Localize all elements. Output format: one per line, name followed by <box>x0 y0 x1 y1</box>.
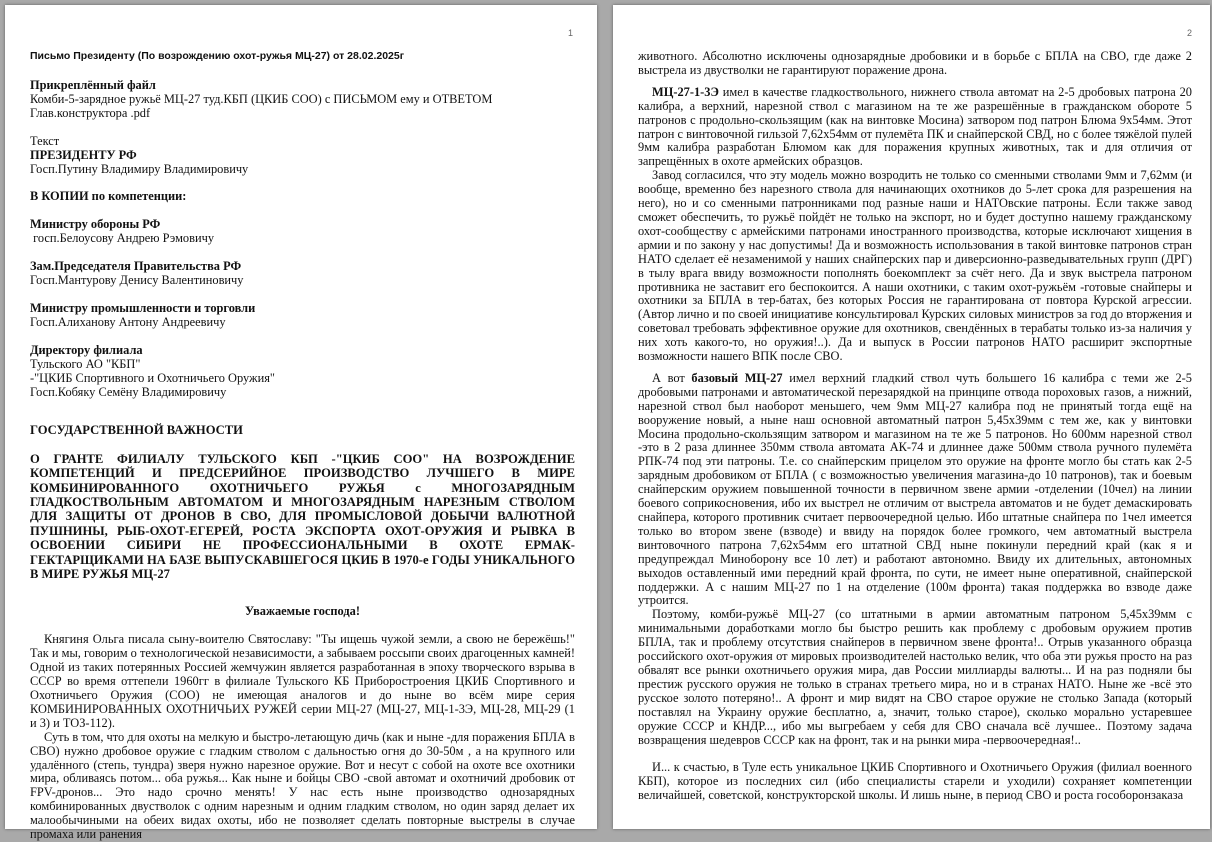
page-number: 2 <box>1186 28 1192 38</box>
deputy-chairman-name: Госп.Мантурову Денису Валентиновичу <box>30 273 244 288</box>
president-name: Госп.Путину Владимиру Владимировичу <box>30 161 249 176</box>
president-title: ПРЕЗИДЕНТУ РФ <box>30 147 137 162</box>
director-title: Директору филиала <box>30 342 143 357</box>
body-paragraph-mc27-1-3e: МЦ-27-1-3Э имел в качестве гладкоствольного, нижнего ствола автомат на 2-5 дробовых патрона 20 калибра, а верхний, нарезной ствол с магазином на те же разрешённые в гражданском обороте 5 патронов с продольно-скользящим (как на винтовке Мосина) затвором под патрон Блюма 9х54мм. Этот патрон с винтовочной гильзой 7,62х54мм от пулемёта ПК и снайперской СВД, но с более тяжёлой пулей 9мм калибра разработан Блюмом как для поражения крупных животных, так и для отличия от запрещённых в охоте армейских образцов. <box>638 84 1192 169</box>
body-paragraph-1: Княгиня Ольга писала сыну-воителю Святославу: "Ты ищешь чужой земли, а свою не бережёшь!" Так и мы, говорим о технологической независимости, а забываем россыпи своих драгоценных камней! Одной из таких потерянных Россией жемчужин является разработанная в эпоху творческого взрыва в СССР во время оттепели 1960гг в филиале Тульского КБ Приборостроения ЦКИБ Спортивного и Охотничьего Оружия (СОО) не имеющая аналогов и до ныне во всём мире серия КОМБИНИРОВАННЫХ ОХОТНИЧЬИХ РУЖЕЙ серии МЦ-27 (МЦ-27, МЦ-1-3Э, МЦ-28, МЦ-29 (1 и 3) и ТОЗ-112). <box>30 632 575 730</box>
document-page-1 <box>5 5 597 842</box>
copies-header: В КОПИИ по компетенции: <box>30 189 187 204</box>
page-1-content <box>30 49 575 842</box>
industry-minister-name: Госп.Алиханову Антону Андреевичу <box>30 314 226 329</box>
attachment-label: Прикреплённый файл <box>30 78 156 92</box>
page-number: 1 <box>567 28 573 38</box>
defense-minister-name: госп.Белоусову Андрею Рэмовичу <box>30 231 215 246</box>
body-paragraph-therefore: Поэтому, комби-ружьё МЦ-27 (со штатными в армии автоматным патроном 5,45х39мм с минимальными доработками могло бы быстро решить как проблему с дробовым оружием против БПЛА, так и проблему отсутствия снайперов в первичном звене фронта!.. Отрыв указанного образца российского охот-оружия от мировых производителей настолько велик, что оба эти ружья просто на раз обвалят все рынки охотничьего оружия мира, дав России миллиарды валюты... И на раз подняли бы престиж русского оружия не только в странах третьего мира, но и в странах НАТО. Ныне же -всё это русское золото потеряно!.. А фронт и мир видят на СВО старое оружие не столько Запада (который поставлял на Украину оружие бесплатно, а, значит, только старое), сколько морально устаревшее оружие СССР и КНДР..., ибо мы выгребаем у себя для СВО сначала всё лучшее.. Поэтому задача возвращения шедевров СССР как на фронт, так и на рынки мира -первоочередная!.. <box>638 607 1192 747</box>
state-importance-heading: ГОСУДАРСТВЕННОЙ ВАЖНОСТИ <box>30 423 243 438</box>
grant-title: О ГРАНТЕ ФИЛИАЛУ ТУЛЬСКОГО КБП -"ЦКИБ СОО" НА ВОЗРОЖДЕНИЕ КОМПЕТЕНЦИЙ И ПРЕДСЕРИЙНОЕ ПРОИЗВОДСТВО ЛУЧШЕГО В МИРЕ КОМБИНИРОВАННОГО ОХОТНИЧЬЕГО РУЖЬЯ с МНОГОЗАРЯДНЫМ ГЛАДКОСТВОЛЬНЫМ АВТОМАТОМ И МНОГОЗАРЯДНЫМ НАРЕЗНЫМ СТВОЛОМ ДЛЯ ЗАЩИТЫ ОТ ДРОНОВ В СВО, ДЛЯ ПРОМЫСЛОВОЙ ДОБЫЧИ ВАЛЮТНОЙ ПУШНИНЫ, РЫБ-ОХОТ-ЕГЕРЕЙ, РОСТА ЭКСПОРТА ОХОТ-ОРУЖИЯ И РЫВКА В ОСВОЕНИИ СИБИРИ НЕ ПРОФЕССИОНАЛЬНЫМИ В ОХОТЕ ЕРМАК-ГЕКТАРЩИКАМИ НА БАЗЕ ВЫПУСКАВШЕГОСЯ ЦКИБ В 1970-е ГОДЫ УНИКАЛЬНОГО В МИРЕ РУЖЬЯ МЦ-27 <box>30 451 575 582</box>
defense-minister-title: Министру обороны РФ <box>30 217 161 232</box>
model-name: МЦ-27-1-3Э <box>652 84 719 99</box>
page-2-content <box>638 50 1192 803</box>
greeting: Уважаемые господа! <box>245 604 360 619</box>
body-paragraph-2: Суть в том, что для охоты на мелкую и быстро-летающую дичь (как и ныне -для поражения БПЛА в СВО) нужно дробовое оружие с гладким стволом с дальностью огня до 30-50м , а на крупного или удалённого (степь, тундра) зверя нужно нарезное оружие. Вот и несут с собой на охоте все охотники мира, обливаясь потом... оба ружья... Как ныне и бойцы СВО -свой автомат и охотничий дробовик от FPV-дронов... Это надо срочно менять! У нас есть ныне производство однозарядных комбинированных двустволок с одним нарезным и одним гладким стволом, но один заряд делает их малообычиными на обеих видах охоты, ибо не позволяет сделать повторные выстрелы в случае промаха или ранения <box>30 729 575 842</box>
deputy-chairman-title: Зам.Председателя Правительства РФ <box>30 259 242 274</box>
attachment-line-1: Комби-5-зарядное ружьё МЦ-27 туд.КБП (ЦКИБ СОО) с ПИСЬМОМ ему и ОТВЕТОМ <box>30 91 493 106</box>
body-paragraph-factory: Завод согласился, что эту модель можно возродить не только со сменными стволами 9мм и 7,62мм (и вообще, временно без нарезного ствола для начинающих охотников до 5-лет срока для разрешения на него), но и со сменными патронниками под разные наши и НАТОвские патроны. Если также завод сможет обеспечить, то ружьё пойдёт не только на экспорт, но и будет доступно нашему гражданскому охот-сообществу с армейскими патронами иностранного производства, которые исключают хищения в армии и по закону у нас допустимы! Да и возможность использования в такой винтовке патронов стран НАТО сделает её незаменимой у наших снайперских пар и диверсионно-разведывательных групп (ДРГ) в тылу врага ввиду возможности пополнять боекомплект за счёт него. Да и звук выстрела патроном противника не заставит его беспокоится. А наши охотники, с таким охот-ружьём -готовые снайперы и охотники за БПЛА в тер-батах, без которых Россия не гарантирована от повтора Курской агрессии. (Автор лично и по своей инициативе консультировал Курских силовых министров за год до вторжения и советовал требовать эффективное оружие для охотников, свендённых в терабаты только из-за наличия у них хоть какого-то, но оружия!..). Да и выпуск в России патронов НАТО расширит экспортные возможности нашего ВПК после СВО. <box>638 168 1192 364</box>
body-paragraph-mc27-base: А вот базовый МЦ-27 имел верхний гладкий ствол чуть большего 16 калибра с теми же 2-5 дробовыми патронами и автоматической перезарядкой на принципе отвода пороховых газов, а нижний, нарезной ствол был наоборот меньшего, чем 9мм МЦ-27 калибра под не принятый тогда ещё на вооружение новый, а ныне наш основной автоматный патрон 5,45х39мм с тем же, как у винтовки Мосина продольно-скользящим затвором и магазином на те же 5 патронов. Но 600мм нарезной ствол -это в 2 раза длиннее 350мм ствола автомата АК-74 и длиннее даже 500мм ствола ручного пулемёта РПК-74 под эти патроны. Т.е. со снайперским прицелом это оружие на фронте могло бы стать как 2-5 зарядным дробовиком от БПЛА ( с возможностью увеличения магазина-до 10 патронов), так и боевым снайперским оружием повышенной точности в первичном звене армии -отделении (10чел) на линии боевого соприкосновения, ибо их выстрел не отличим от выстрела автоматов и не будет демаскировать снайпера, которого противник считает первоочередной целью. Ибо штатные снайпера по 1чел имеется только во втором звене (взводе) и ввиду на порядок более громкого, чем автоматный выстрела винтовочного патрона 7,62х54мм его штатной СВД ныне покинули передний край (как я и предупреждал Миноборону все 10 лет) и работают автономно. Ввиду их длительных, автономных выходов оставленный ими передний край фронта, по сути, не имеет ныне оперативной, снайперской поддержки. А с нашим МЦ-27 по 1 на отделение (100м фронта) такая поддержка во взводе даже утроится. <box>638 370 1192 608</box>
attachment-line-2: Глав.конструктора .pdf <box>30 105 151 120</box>
body-paragraph-continued: животного. Абсолютно исключены однозарядные дробовики и в борьбе с БПЛА на СВО, где даже 2 выстрела из двустволки не гарантируют поражение дрона. <box>638 49 1192 77</box>
director-line-2: -"ЦКИБ Спортивного и Охотничьего Оружия" <box>30 370 275 385</box>
director-name: Госп.Кобяку Семёну Владимировичу <box>30 384 227 399</box>
document-page-2 <box>613 5 1210 829</box>
text-label: Текст <box>30 133 60 148</box>
letter-title: Письмо Президенту (По возрождению охот-ружья МЦ-27) от 28.02.2025г <box>30 50 405 62</box>
director-line-1: Тульского АО "КБП" <box>30 356 141 371</box>
body-paragraph-tula: И... к счастью, в Туле есть уникальное ЦКИБ Спортивного и Охотничьего Оружия (филиал военного КБП), которое из последних сил (ибо специалисты старели и уходили) сохраняет компетенции величайшей, советской, конструкторской школы. И лишь ныне, в период СВО и роста гособоронзаказа <box>638 760 1192 803</box>
model-name: базовый МЦ-27 <box>691 370 783 385</box>
industry-minister-title: Министру промышленности и торговли <box>30 300 256 315</box>
